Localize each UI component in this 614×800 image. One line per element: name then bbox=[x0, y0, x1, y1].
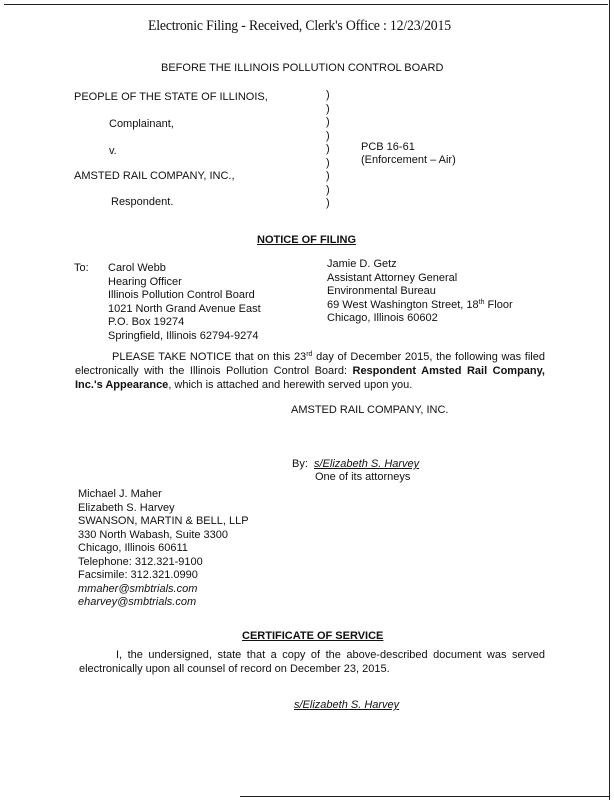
to-label: To: bbox=[74, 262, 89, 274]
signature-caption: One of its attorneys bbox=[315, 471, 411, 483]
recipient-hearing-officer bbox=[108, 262, 261, 343]
recipient-line: Environmental Bureau bbox=[327, 285, 436, 297]
certificate-signature: s/Elizabeth S. Harvey bbox=[294, 699, 400, 711]
scan-edge-right bbox=[609, 0, 610, 800]
by-label: By: bbox=[292, 458, 308, 470]
attorney-line: Chicago, Illinois 60611 bbox=[78, 542, 188, 554]
recipient-line: P.O. Box 19274 bbox=[108, 316, 185, 328]
recipient-line: Illinois Pollution Control Board bbox=[108, 289, 255, 301]
attorney-line: Michael J. Maher bbox=[78, 488, 162, 500]
scan-edge-top bbox=[4, 4, 608, 5]
recipient-line: Jamie D. Getz bbox=[327, 258, 397, 270]
recipient-line: Assistant Attorney General bbox=[327, 271, 458, 284]
recipient-line: 1021 North Grand Avenue East bbox=[108, 302, 261, 315]
case-number: PCB 16-61 bbox=[361, 141, 415, 153]
attorney-line: 330 North Wabash, Suite 3300 bbox=[78, 528, 229, 541]
filing-header: Electronic Filing - Received, Clerk's Office : 12/23/2015 bbox=[148, 18, 451, 34]
recipient-line: Carol Webb bbox=[108, 262, 166, 274]
recipient-street: 69 West Washington Street, 18th Floor bbox=[327, 298, 513, 311]
paren: ) bbox=[326, 183, 330, 196]
paren: ) bbox=[326, 197, 330, 209]
certificate-body: I, the undersigned, state that a copy of the above-described document was served electronically upon all counsel of record on December 23, 2015. bbox=[79, 649, 545, 675]
paren: ) bbox=[326, 102, 330, 115]
signature-company: AMSTED RAIL COMPANY, INC. bbox=[291, 404, 449, 416]
defendant-role: Respondent. bbox=[111, 196, 174, 208]
attorney-line: Facsimile: 312.321.0990 bbox=[78, 569, 198, 581]
paren: ) bbox=[326, 170, 330, 182]
paren: ) bbox=[326, 156, 330, 169]
notice-body: PLEASE TAKE NOTICE that on this 23rd day of December 2015, the following was filed electronically with the Illinois Pollution Control Board: Respondent Amsted Rail Company, Inc.'s Appearance, which is attached and herewith served upon you. bbox=[75, 351, 545, 391]
attorney-block bbox=[78, 488, 249, 610]
case-type: (Enforcement – Air) bbox=[361, 154, 456, 166]
email-link[interactable]: eharvey@smbtrials.com bbox=[78, 596, 197, 608]
plaintiff-role: Complainant, bbox=[109, 118, 174, 130]
scan-edge-bottom bbox=[240, 796, 610, 797]
email-link[interactable]: mmaher@smbtrials.com bbox=[78, 582, 198, 595]
recipient-line: Springfield, Illinois 62794-9274 bbox=[108, 329, 259, 342]
paren: ) bbox=[326, 129, 330, 142]
paren: ) bbox=[326, 116, 330, 128]
caption-parentheses bbox=[326, 89, 330, 211]
notice-title: NOTICE OF FILING bbox=[257, 234, 356, 246]
plaintiff-name: PEOPLE OF THE STATE OF ILLINOIS, bbox=[74, 91, 268, 103]
certificate-title: CERTIFICATE OF SERVICE bbox=[242, 630, 384, 642]
recipient-line: Chicago, Illinois 60602 bbox=[327, 312, 438, 324]
recipient-line: Hearing Officer bbox=[108, 275, 182, 288]
paren: ) bbox=[326, 143, 330, 155]
paren: ) bbox=[326, 89, 330, 101]
attorney-line: Telephone: 312.321-9100 bbox=[78, 555, 203, 568]
defendant-name: AMSTED RAIL COMPANY, INC., bbox=[74, 170, 235, 182]
attorney-line: SWANSON, MARTIN & BELL, LLP bbox=[78, 515, 249, 527]
attorney-line: Elizabeth S. Harvey bbox=[78, 501, 175, 514]
signature: s/Elizabeth S. Harvey bbox=[314, 458, 420, 470]
versus-label: v. bbox=[109, 145, 117, 157]
recipient-attorney-general bbox=[327, 258, 513, 326]
board-title: BEFORE THE ILLINOIS POLLUTION CONTROL BOARD bbox=[161, 62, 444, 74]
